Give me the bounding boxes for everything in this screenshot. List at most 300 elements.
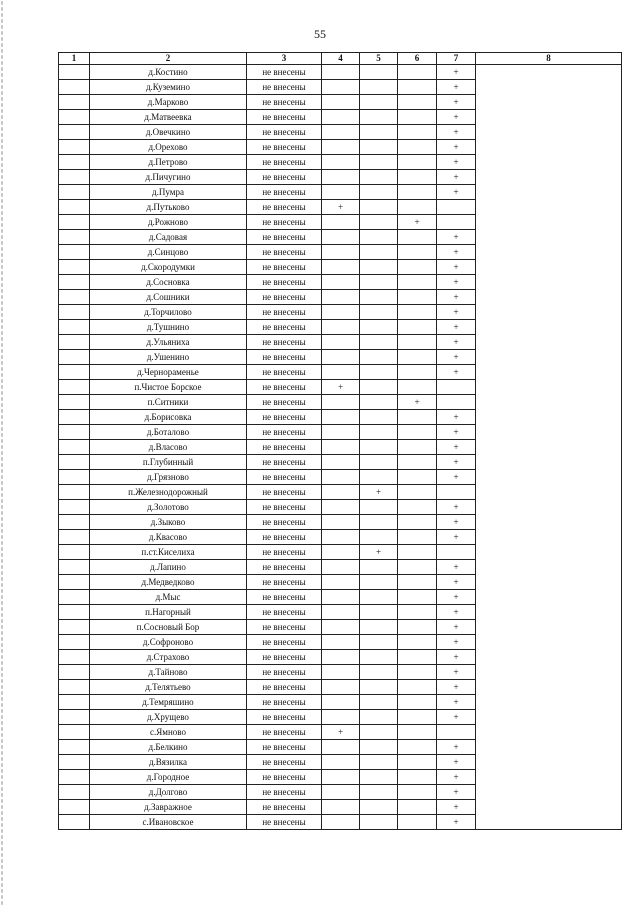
scan-edge-dots	[1, 0, 3, 905]
table-row	[59, 80, 622, 95]
notes-cell	[476, 755, 622, 770]
plus-mark: +	[453, 82, 459, 92]
mark-cell-col-6	[398, 125, 437, 140]
mark-cell-col-6	[398, 365, 437, 380]
mark-cell-col-7	[437, 560, 476, 575]
mark-cell-col-4	[322, 95, 360, 110]
status-cell: не внесены	[247, 755, 322, 770]
status-cell: не внесены	[247, 590, 322, 605]
row-number-cell	[59, 365, 90, 380]
mark-cell-col-5	[360, 380, 398, 395]
mark-cell-col-7	[437, 335, 476, 350]
row-number-cell	[59, 110, 90, 125]
mark-cell-col-5	[360, 440, 398, 455]
status-cell: не внесены	[247, 785, 322, 800]
settlement-name-cell: д.Завражное	[90, 800, 247, 815]
row-number-cell	[59, 740, 90, 755]
mark-cell-col-7	[437, 785, 476, 800]
notes-cell	[476, 185, 622, 200]
status-cell: не внесены	[247, 305, 322, 320]
mark-cell-col-7	[437, 230, 476, 245]
plus-mark: +	[453, 337, 459, 347]
row-number-cell	[59, 530, 90, 545]
mark-cell-col-4	[322, 155, 360, 170]
plus-mark: +	[414, 217, 420, 227]
mark-cell-col-4	[322, 215, 360, 230]
status-cell: не внесены	[247, 695, 322, 710]
plus-mark: +	[453, 577, 459, 587]
notes-cell	[476, 230, 622, 245]
notes-cell	[476, 155, 622, 170]
table-row	[59, 320, 622, 335]
settlement-name-cell: д.Синцово	[90, 245, 247, 260]
status-cell: не внесены	[247, 290, 322, 305]
status-cell: не внесены	[247, 800, 322, 815]
table-row	[59, 95, 622, 110]
mark-cell-col-5	[360, 605, 398, 620]
row-number-cell	[59, 755, 90, 770]
notes-cell	[476, 575, 622, 590]
status-cell: не внесены	[247, 260, 322, 275]
plus-mark: +	[453, 367, 459, 377]
row-number-cell	[59, 440, 90, 455]
plus-mark: +	[453, 652, 459, 662]
settlement-name-cell: д.Скородумки	[90, 260, 247, 275]
mark-cell-col-7	[437, 185, 476, 200]
row-number-cell	[59, 410, 90, 425]
plus-mark: +	[453, 142, 459, 152]
mark-cell-col-6	[398, 395, 437, 410]
mark-cell-col-6	[398, 770, 437, 785]
notes-cell	[476, 410, 622, 425]
mark-cell-col-7	[437, 140, 476, 155]
mark-cell-col-5	[360, 410, 398, 425]
row-number-cell	[59, 455, 90, 470]
settlement-name-cell: д.Мыс	[90, 590, 247, 605]
mark-cell-col-6	[398, 425, 437, 440]
notes-cell	[476, 590, 622, 605]
table-row	[59, 305, 622, 320]
row-number-cell	[59, 725, 90, 740]
plus-mark: +	[453, 457, 459, 467]
table-row	[59, 410, 622, 425]
plus-mark: +	[453, 442, 459, 452]
mark-cell-col-7	[437, 665, 476, 680]
notes-cell	[476, 815, 622, 830]
notes-cell	[476, 710, 622, 725]
settlement-name-cell: д.Овечкино	[90, 125, 247, 140]
plus-mark: +	[453, 472, 459, 482]
settlement-name-cell: п.Ситники	[90, 395, 247, 410]
notes-cell	[476, 290, 622, 305]
plus-mark: +	[453, 592, 459, 602]
table-row	[59, 365, 622, 380]
notes-cell	[476, 110, 622, 125]
page-number: 55	[314, 27, 326, 41]
mark-cell-col-5	[360, 80, 398, 95]
mark-cell-col-4	[322, 800, 360, 815]
row-number-cell	[59, 350, 90, 365]
table-row	[59, 440, 622, 455]
row-number-cell	[59, 425, 90, 440]
notes-cell	[476, 215, 622, 230]
table-row	[59, 770, 622, 785]
row-number-cell	[59, 215, 90, 230]
plus-mark: +	[375, 547, 382, 557]
table-row	[59, 800, 622, 815]
plus-mark: +	[453, 262, 459, 272]
mark-cell-col-5	[360, 815, 398, 830]
mark-cell-col-7	[437, 350, 476, 365]
mark-cell-col-6	[398, 320, 437, 335]
mark-cell-col-7	[437, 200, 476, 215]
mark-cell-col-7	[437, 485, 476, 500]
settlement-name-cell: д.Путьково	[90, 200, 247, 215]
table-row	[59, 665, 622, 680]
settlement-name-cell: д.Куземино	[90, 80, 247, 95]
mark-cell-col-4	[322, 740, 360, 755]
status-cell: не внесены	[247, 275, 322, 290]
status-cell: не внесены	[247, 485, 322, 500]
mark-cell-col-6	[398, 110, 437, 125]
table-row	[59, 740, 622, 755]
row-number-cell	[59, 260, 90, 275]
mark-cell-col-6	[398, 440, 437, 455]
mark-cell-col-6	[398, 710, 437, 725]
mark-cell-col-5	[360, 170, 398, 185]
row-number-cell	[59, 320, 90, 335]
mark-cell-col-5	[360, 185, 398, 200]
mark-cell-col-5	[360, 785, 398, 800]
status-cell: не внесены	[247, 95, 322, 110]
plus-mark: +	[453, 787, 459, 797]
mark-cell-col-7	[437, 710, 476, 725]
mark-cell-col-6	[398, 500, 437, 515]
column-header-6: 6	[398, 53, 437, 65]
status-cell: не внесены	[247, 215, 322, 230]
notes-cell	[476, 80, 622, 95]
mark-cell-col-5	[360, 545, 398, 560]
table-body	[59, 65, 622, 830]
mark-cell-col-4	[322, 785, 360, 800]
table-row	[59, 455, 622, 470]
mark-cell-col-7	[437, 740, 476, 755]
mark-cell-col-7	[437, 815, 476, 830]
mark-cell-col-4	[322, 665, 360, 680]
settlement-name-cell: д.Власово	[90, 440, 247, 455]
status-cell: не внесены	[247, 335, 322, 350]
mark-cell-col-6	[398, 515, 437, 530]
row-number-cell	[59, 560, 90, 575]
settlement-name-cell: д.Сошники	[90, 290, 247, 305]
notes-cell	[476, 425, 622, 440]
mark-cell-col-7	[437, 800, 476, 815]
mark-cell-col-5	[360, 530, 398, 545]
mark-cell-col-4	[322, 770, 360, 785]
mark-cell-col-6	[398, 800, 437, 815]
table-row	[59, 530, 622, 545]
plus-mark: +	[375, 487, 382, 497]
table-row	[59, 620, 622, 635]
status-cell: не внесены	[247, 545, 322, 560]
notes-cell	[476, 245, 622, 260]
notes-cell	[476, 560, 622, 575]
table-row	[59, 170, 622, 185]
mark-cell-col-4	[322, 530, 360, 545]
notes-cell	[476, 470, 622, 485]
mark-cell-col-6	[398, 620, 437, 635]
mark-cell-col-7	[437, 530, 476, 545]
row-number-cell	[59, 680, 90, 695]
mark-cell-col-7	[437, 260, 476, 275]
mark-cell-col-4	[322, 290, 360, 305]
notes-cell	[476, 95, 622, 110]
row-number-cell	[59, 485, 90, 500]
settlement-name-cell: п.ст.Киселиха	[90, 545, 247, 560]
mark-cell-col-5	[360, 230, 398, 245]
status-cell: не внесены	[247, 620, 322, 635]
status-cell: не внесены	[247, 80, 322, 95]
plus-mark: +	[453, 607, 459, 617]
mark-cell-col-6	[398, 815, 437, 830]
mark-cell-col-5	[360, 650, 398, 665]
mark-cell-col-4	[322, 545, 360, 560]
plus-mark: +	[453, 682, 459, 692]
plus-mark: +	[337, 727, 344, 737]
row-number-cell	[59, 515, 90, 530]
row-number-cell	[59, 695, 90, 710]
settlement-name-cell: д.Торчилово	[90, 305, 247, 320]
status-cell: не внесены	[247, 560, 322, 575]
notes-cell	[476, 500, 622, 515]
mark-cell-col-5	[360, 770, 398, 785]
row-number-cell	[59, 815, 90, 830]
mark-cell-col-5	[360, 245, 398, 260]
mark-cell-col-7	[437, 155, 476, 170]
mark-cell-col-5	[360, 425, 398, 440]
status-cell: не внесены	[247, 395, 322, 410]
notes-cell	[476, 605, 622, 620]
settlement-name-cell: д.Ушенино	[90, 350, 247, 365]
mark-cell-col-6	[398, 545, 437, 560]
mark-cell-col-4	[322, 455, 360, 470]
mark-cell-col-6	[398, 245, 437, 260]
notes-cell	[476, 140, 622, 155]
settlement-name-cell: д.Тушнино	[90, 320, 247, 335]
mark-cell-col-6	[398, 560, 437, 575]
settlement-name-cell: д.Софроново	[90, 635, 247, 650]
status-cell: не внесены	[247, 365, 322, 380]
mark-cell-col-7	[437, 245, 476, 260]
notes-cell	[476, 380, 622, 395]
status-cell: не внесены	[247, 320, 322, 335]
notes-cell	[476, 335, 622, 350]
settlement-name-cell: п.Глубинный	[90, 455, 247, 470]
column-header-8: 8	[476, 53, 622, 65]
mark-cell-col-6	[398, 200, 437, 215]
plus-mark: +	[453, 637, 459, 647]
mark-cell-col-4	[322, 725, 360, 740]
mark-cell-col-6	[398, 485, 437, 500]
mark-cell-col-4	[322, 245, 360, 260]
header-row	[59, 53, 622, 65]
mark-cell-col-5	[360, 320, 398, 335]
mark-cell-col-4	[322, 755, 360, 770]
mark-cell-col-5	[360, 335, 398, 350]
row-number-cell	[59, 305, 90, 320]
table-row	[59, 590, 622, 605]
row-number-cell	[59, 140, 90, 155]
mark-cell-col-4	[322, 620, 360, 635]
status-cell: не внесены	[247, 515, 322, 530]
mark-cell-col-6	[398, 650, 437, 665]
status-cell: не внесены	[247, 665, 322, 680]
plus-mark: +	[453, 427, 459, 437]
mark-cell-col-6	[398, 65, 437, 80]
row-number-cell	[59, 200, 90, 215]
mark-cell-col-6	[398, 575, 437, 590]
mark-cell-col-4	[322, 485, 360, 500]
notes-cell	[476, 770, 622, 785]
status-cell: не внесены	[247, 530, 322, 545]
mark-cell-col-4	[322, 170, 360, 185]
mark-cell-col-5	[360, 215, 398, 230]
status-cell: не внесены	[247, 185, 322, 200]
row-number-cell	[59, 800, 90, 815]
mark-cell-col-4	[322, 275, 360, 290]
mark-cell-col-6	[398, 305, 437, 320]
mark-cell-col-6	[398, 470, 437, 485]
table-row	[59, 815, 622, 830]
notes-cell	[476, 395, 622, 410]
settlement-name-cell: п.Железнодорожный	[90, 485, 247, 500]
mark-cell-col-4	[322, 575, 360, 590]
mark-cell-col-5	[360, 200, 398, 215]
settlement-name-cell: д.Золотово	[90, 500, 247, 515]
mark-cell-col-7	[437, 635, 476, 650]
mark-cell-col-5	[360, 350, 398, 365]
mark-cell-col-5	[360, 665, 398, 680]
mark-cell-col-6	[398, 290, 437, 305]
mark-cell-col-7	[437, 455, 476, 470]
mark-cell-col-4	[322, 650, 360, 665]
settlements-table	[58, 52, 622, 830]
row-number-cell	[59, 470, 90, 485]
table-row	[59, 470, 622, 485]
settlement-name-cell: д.Садовая	[90, 230, 247, 245]
row-number-cell	[59, 155, 90, 170]
notes-cell	[476, 785, 622, 800]
notes-cell	[476, 260, 622, 275]
mark-cell-col-5	[360, 290, 398, 305]
status-cell: не внесены	[247, 815, 322, 830]
settlement-name-cell: д.Грязново	[90, 470, 247, 485]
settlement-name-cell: д.Чернораменье	[90, 365, 247, 380]
mark-cell-col-7	[437, 320, 476, 335]
plus-mark: +	[453, 97, 459, 107]
mark-cell-col-6	[398, 80, 437, 95]
notes-cell	[476, 440, 622, 455]
mark-cell-col-7	[437, 305, 476, 320]
settlement-name-cell: д.Долгово	[90, 785, 247, 800]
mark-cell-col-7	[437, 380, 476, 395]
plus-mark: +	[453, 232, 459, 242]
notes-cell	[476, 350, 622, 365]
mark-cell-col-5	[360, 455, 398, 470]
row-number-cell	[59, 590, 90, 605]
table-row	[59, 725, 622, 740]
column-header-5: 5	[360, 53, 398, 65]
row-number-cell	[59, 500, 90, 515]
mark-cell-col-4	[322, 125, 360, 140]
notes-cell	[476, 620, 622, 635]
row-number-cell	[59, 785, 90, 800]
table-row	[59, 650, 622, 665]
mark-cell-col-7	[437, 650, 476, 665]
mark-cell-col-6	[398, 335, 437, 350]
table-row	[59, 380, 622, 395]
settlement-name-cell: д.Тайново	[90, 665, 247, 680]
mark-cell-col-4	[322, 185, 360, 200]
mark-cell-col-7	[437, 575, 476, 590]
settlement-name-cell: д.Телятьево	[90, 680, 247, 695]
mark-cell-col-4	[322, 560, 360, 575]
mark-cell-col-6	[398, 785, 437, 800]
notes-cell	[476, 455, 622, 470]
plus-mark: +	[453, 622, 459, 632]
row-number-cell	[59, 545, 90, 560]
mark-cell-col-4	[322, 635, 360, 650]
status-cell: не внесены	[247, 110, 322, 125]
mark-cell-col-6	[398, 140, 437, 155]
mark-cell-col-6	[398, 170, 437, 185]
mark-cell-col-7	[437, 365, 476, 380]
mark-cell-col-7	[437, 680, 476, 695]
mark-cell-col-6	[398, 95, 437, 110]
mark-cell-col-6	[398, 635, 437, 650]
mark-cell-col-6	[398, 185, 437, 200]
mark-cell-col-7	[437, 395, 476, 410]
mark-cell-col-5	[360, 635, 398, 650]
notes-cell	[476, 545, 622, 560]
mark-cell-col-5	[360, 515, 398, 530]
mark-cell-col-4	[322, 590, 360, 605]
status-cell: не внесены	[247, 575, 322, 590]
table-row	[59, 785, 622, 800]
table-row	[59, 545, 622, 560]
mark-cell-col-6	[398, 665, 437, 680]
mark-cell-col-4	[322, 140, 360, 155]
table-row	[59, 350, 622, 365]
row-number-cell	[59, 245, 90, 260]
row-number-cell	[59, 275, 90, 290]
plus-mark: +	[453, 412, 459, 422]
notes-cell	[476, 800, 622, 815]
status-cell: не внесены	[247, 200, 322, 215]
notes-cell	[476, 275, 622, 290]
row-number-cell	[59, 710, 90, 725]
mark-cell-col-7	[437, 170, 476, 185]
settlement-name-cell: д.Пичугино	[90, 170, 247, 185]
settlement-name-cell: д.Сосновка	[90, 275, 247, 290]
plus-mark: +	[453, 247, 459, 257]
settlement-name-cell: п.Чистое Борское	[90, 380, 247, 395]
mark-cell-col-7	[437, 215, 476, 230]
mark-cell-col-7	[437, 620, 476, 635]
mark-cell-col-6	[398, 680, 437, 695]
notes-cell	[476, 635, 622, 650]
mark-cell-col-6	[398, 155, 437, 170]
